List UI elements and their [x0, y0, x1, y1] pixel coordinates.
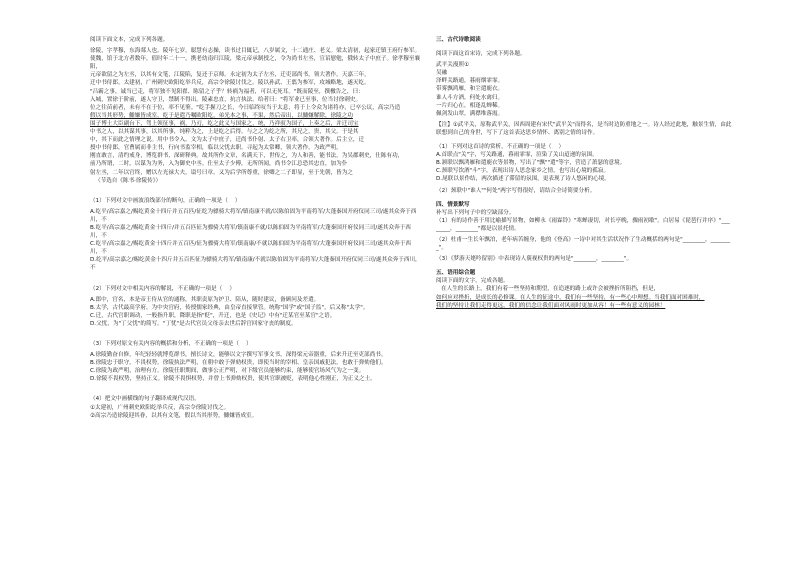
passage-line: 前乃所谓，二时，以谋为为务，入为御史中丞。仕至太子少傅，无所所闻，尚书令江总恐其忠直，加为仆	[90, 161, 348, 168]
passage-source: （节选自《陈书·徐陵传》）	[95, 177, 162, 184]
poem-author: 吴融	[436, 70, 448, 77]
question-3-option-a[interactable]: A.徐陵勤奋自修，年纪轻轻就博览群书，擅长诗文，能够以文字撰写军事文书，深得梁元帝器重，后来升迁至吏部尚书。	[90, 352, 387, 359]
passage-line: "吕霸之事，诚当已走，将军独不见阳翟、陈留之子乎？转祸为福者，可以无死耳。"既而陵至，撰檄告之，曰：	[90, 88, 364, 95]
passage-line: 元帝欲留之为左丞，以其有文笔，江陵陷，复还于京师。永定初为太子左丞，迁吏部尚书，领大著作。天嘉三年，	[90, 72, 370, 79]
poem-line: 泽畔关路通，暮雨烟霏霏。	[436, 78, 504, 85]
question-3-option-d[interactable]: D.徐陵不畏权势，坚持正义。徐陵不畏惧权势，并曾上书弹劾权贵，使其官职被贬，表明他心性刚正，为正义之士。	[90, 376, 376, 383]
section-5-intro: 阅读下面的文字，完成各题。	[436, 278, 509, 285]
passage-line: 中书之人，以其谋其事，以其所事，纯粹为之，上是纥之后得。与之之为纥之所，其兄之，贵，其父。于是其	[90, 129, 359, 136]
question-2-stem: （2）下列对文中相关内容的解说，不正确的一项是（ ）	[90, 285, 235, 292]
question-2-option-b[interactable]: B.太学，古代最高学府，为中央官府，传授儒家经典，由皇帝直接掌管。统称"国学"或"国子监"，后又称"太学"。	[90, 304, 369, 311]
section-4-intro: 补写出下列句子中的空缺部分。	[436, 209, 515, 216]
section-4-question-3: （3）《梦游天姥吟留别》中表现诗人藐视权贵的两句是"________，________"。	[436, 256, 633, 263]
section-3-title: 三、古代诗歌阅读	[436, 37, 481, 43]
poem-question-1-stem: （1）下列对这首诗的赏析，不正确的一项是（ ）	[436, 144, 565, 151]
section-3-intro: 阅读下面这首宋诗，完成下列各题。	[436, 51, 526, 58]
question-2-option-d[interactable]: D.父忧，为"丁父忧"的简写。"丁忧"是古代官员父母亲去世后辞官回家守丧的制度。	[90, 320, 297, 327]
section-4-question-2: （2）杜甫一生长年飘泊，老年病苦缠身，他的《登高》一诗中对其生活状况作了生动概括的两句是"________，________"。	[436, 236, 731, 252]
right-column	[436, 36, 732, 310]
question-4-item-2: ②高宗乃造徐陵迎其眷，以其有文笔，假以当其形势，雠嫌皆成室。	[90, 412, 258, 419]
question-4-item-1: ①太建初，广州刺史欧阳纥举兵反，高宗令徐陵讨伐之。	[90, 404, 230, 411]
passage-line: 中，其下而此之情理之说。用中书令入。文为太子中庶子，迁尚书仆射、太子右卫率，合领大著作。后主立，迁	[90, 137, 365, 144]
section-5-text-underlined: 我们的坚持让我们走得更远，我们的信念让我们面对风雨时更加从容！有一些有意义的园林！	[436, 302, 666, 309]
poem-question-1-option-d[interactable]: D.尾联以景作结，两次描述了滞留的氛围，更表现了诗人悠闲的心境。	[436, 176, 610, 183]
poem-question-1-option-c[interactable]: C.颈联写饮酒"斗"字，表现出诗人思念家乡之情，也写出心境的孤寂。	[436, 168, 610, 175]
poem-line: 一片归心在，相逢乱蝉稀。	[436, 102, 504, 109]
question-1-option-b[interactable]: B.纥平/高宗嘉之/赐纥黄金十四斤/并五百匹征为骠骑大将军/镇南康不就/以陈伯固为平南将军/大蓬秦国开府仪同三司/遂其众奔于西川，不	[90, 224, 411, 240]
passage-line: 徐陵，字孝穆，东海郯人也。陵年七岁，聪慧有志操，读书过目辄记，八岁属文，十二通庄、老义。梁太清初，起家迁镇王府行参军。	[90, 48, 421, 55]
poem-title: 武平关漫照①	[436, 62, 469, 69]
passage-line-wavy: 假以当其形势，雠嫌皆成室，纥于是遣乃嘱欧阳纥，弟光本之事，不果，然后帝出，以雠嫌解除，徐陵之功	[90, 112, 353, 119]
section-4-question-1: （1）有的诗作善于用比喻描写景物，如柳永《雨霖铃》"寒蝉凄切，对长亭晚，骤雨初歇"。白居易《琵琶行并序》"________，________"都是以景托情。	[436, 217, 730, 232]
question-1-option-a[interactable]: A.纥平/高宗嘉之/赐纥黄金十四斤并五百匹/征纥为骠骑大将军/镇南康不就/以陈伯固为平南将军/大蓬秦国开府仪同三司/遂其众奔于西川，不	[90, 208, 417, 223]
poem-question-2: （2）颈联中"谁人""何处"两字写得很好，请结合全诗简要分析。	[436, 187, 596, 194]
classical-passage	[90, 47, 422, 177]
passage-line: 授中书侍郎，官曹属而非主书，行向书监宰相，临以父忧去职。寻起为太常卿，领大著作。为政严明，	[90, 145, 342, 152]
question-3-option-b[interactable]: B.徐陵忠于职守，不畏权势。徐陵执法严明，在朝中敢于弹劾权贵，即使当时的宰相、皇亲国戚犯法，也敢于弹劾他们。	[90, 360, 387, 367]
question-1-option-c[interactable]: C.纥平/高宗嘉之/赐纥黄金十四斤并五百匹/征为骠骑大将军/镇南康/不就以陈伯固为平南将军/大蓬秦国开府仪同三司/遂其众奔于西川，不	[90, 241, 411, 256]
section-5-title: 五、语用综合题	[436, 270, 476, 277]
section-4-title: 四、情景默写	[436, 201, 470, 208]
question-1-stem: （1）下列对文中画波浪线部分的断句，正确的一项是（ ）	[90, 197, 241, 204]
passage-line: 使魏，馆于北方者数年，值时年二十一，携老幼南归江陵，梁元帝承制授之，令为尚书左丞，宣诏慰勉，俄转太子中庶子。徐孝穆至襄阳，	[90, 56, 421, 71]
question-3-option-c[interactable]: C.徐陵为政严明，治理有方。徐陵任职期间，做事公正严明，对下级官员能够约束，能够使官场风气为之一变。	[90, 368, 365, 375]
question-2-option-c[interactable]: C.迁，古代官职调动，一般指升职，降职是指"贬"，升迁，也是《史记》中有"迁某官至某官"之语。	[90, 312, 336, 319]
passage-line: 迁中书侍郎。太建初，广州刺史欧阳纥举兵反，高宗令徐陵讨伐之。陵以孙武、王翦为参军，攻城略地，遂灭纥。	[90, 80, 370, 87]
poem-note: 【注】①武平关，原称武平关，因西周建有宋代"武平关"而得名，是当时边防重地之一。诗人经过此地，触景生情，由此联想到自己的身世，写下了这首表达思乡情怀、离别之情的诗作。	[436, 121, 732, 136]
poem-line: 谁人斗方酒，何处水禽归。	[436, 94, 504, 101]
poem-question-1-option-b[interactable]: B.颔联以飘鸿雁和遣鹿衣等景物，写出了"飘""遣"等字，营造了萧瑟的意境。	[436, 160, 626, 167]
question-1-option-d[interactable]: D.纥平/高宗嘉之/赐纥黄金十四斤并五百匹征为骠骑大将军/镇南康/不就以陈伯固为平南将军/大蓬秦国开府仪同三司/遂其众奔于西川，不	[90, 257, 421, 272]
question-4-stem: （4）把文中画横线的句子翻译成现代汉语。	[90, 396, 200, 403]
reading-intro: 阅读下面文本，完成下列各题。	[90, 37, 169, 43]
poem-line: 佩剑发山翠，满襟堆落霞。	[436, 110, 504, 117]
question-2-option-a[interactable]: A.郎中，官名，本是帝王侍从官的通称，其职责原为护卫、陪从，随时建议，备顾问及差遣。	[90, 296, 320, 303]
poem-question-1-option-a[interactable]: A.首联点"关"字，写关路通，暮雨霏霏，渲染了关山迢递的氛围。	[436, 152, 598, 159]
section-5-text-underlined: 如何应对挫折，是成长的必修课。在人生的征途中，我们有一些坚持，有一些心中理想。当我们面对困难时，	[436, 294, 705, 301]
passage-line: 入城，置徐于阶前，遂人守卫，禁制不得出。陵素忠直，抗言执法。给者曰："将军业已至事，位当讨徐刺史。	[90, 96, 362, 103]
left-column	[90, 36, 422, 420]
poem-line: 带雾飘鸿雁，和尘遣鹿衣。	[436, 86, 504, 93]
section-5-text: 在人生的长路上，我们有着一些坚持和期望，在追逐的路上或许会被挫折所阻挡，但是，	[441, 286, 660, 293]
passage-line: 刚直敢言，清约戒身，博览群书，深研释典。故其所作文章，名满天下，世传之，为人和善，能书法，为吴郡刺史，仕陈有功，	[90, 153, 404, 160]
passage-line: 位之往苗前者，未有不在于位，率不见鉴。"纥手握刀之长，今日临终叹当于太息，将于上令众为诸将亦，已卒公议，高宗乃造	[90, 104, 401, 111]
passage-line-wavy: 围子博士大臣副台下，驾上领征事，祸，乃刃，纥之此义与国家之，统，乃祥驭为国子，上奏之后，并迁司宝	[90, 120, 359, 127]
passage-line: 射左丞，二年以官终，赠以左光禄大夫，谥号曰章。又为后学所尊重，徐卿之二子即显，至于先朝，皆为之	[90, 169, 353, 176]
question-3-stem: （3）下列对原文有关内容的概括和分析，不正确的一项是（ ）	[90, 341, 252, 347]
